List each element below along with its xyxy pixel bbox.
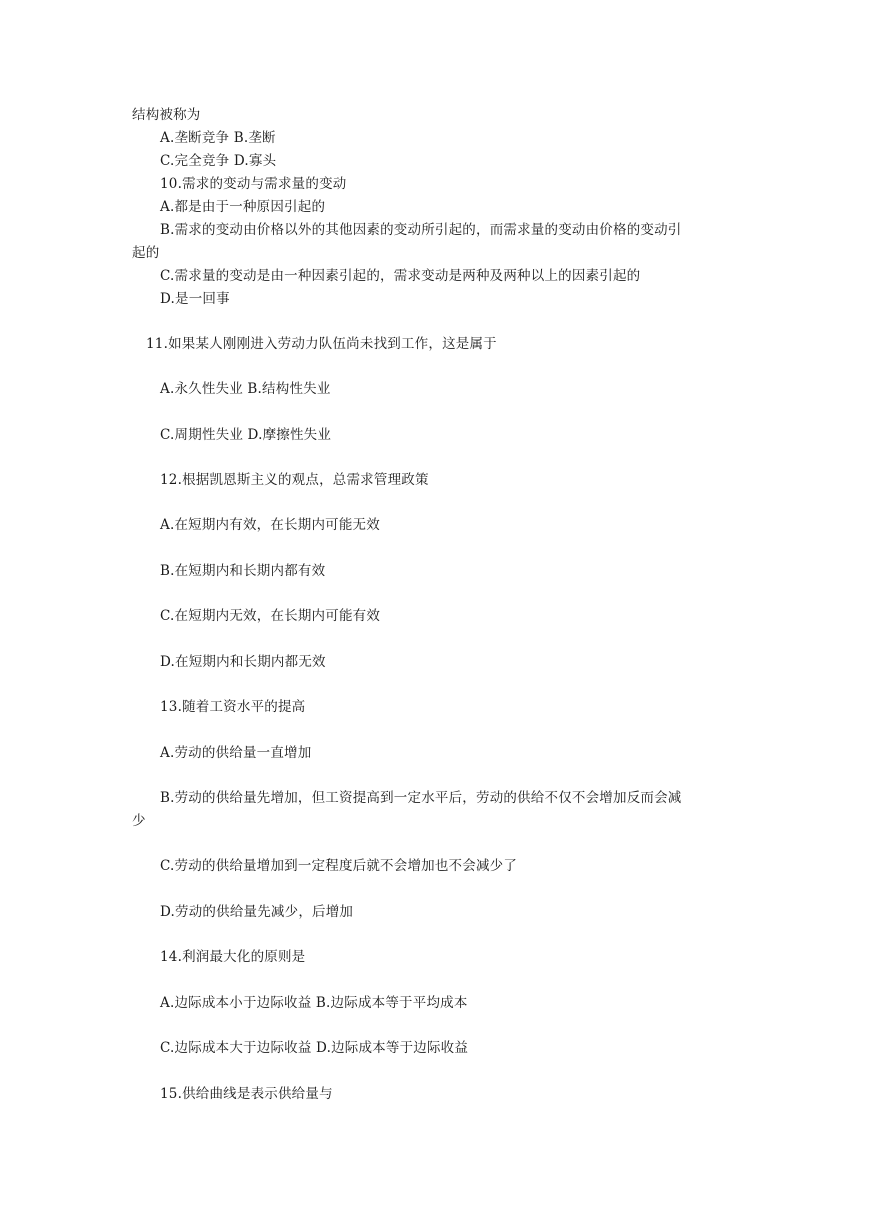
option-line-continued: 少 bbox=[132, 813, 146, 829]
option-line: C.需求量的变动是由一种因素引起的，需求变动是两种及两种以上的因素引起的 bbox=[160, 268, 641, 284]
option-line: B.在短期内和长期内都有效 bbox=[160, 563, 326, 579]
option-line: C.周期性失业 D.摩擦性失业 bbox=[160, 427, 332, 443]
option-line: A.永久性失业 B.结构性失业 bbox=[160, 381, 331, 397]
option-line: D.是一回事 bbox=[160, 291, 230, 307]
question-line: 13.随着工资水平的提高 bbox=[160, 699, 306, 715]
option-line: C.劳动的供给量增加到一定程度后就不会增加也不会减少了 bbox=[160, 858, 518, 874]
option-line: B.需求的变动由价格以外的其他因素的变动所引起的，而需求量的变动由价格的变动引 bbox=[160, 222, 682, 238]
option-line: D.劳动的供给量先减少，后增加 bbox=[160, 904, 354, 920]
option-line: A.在短期内有效，在长期内可能无效 bbox=[160, 517, 380, 533]
option-line: B.劳动的供给量先增加，但工资提高到一定水平后，劳动的供给不仅不会增加反而会减 bbox=[160, 790, 682, 806]
option-line: D.在短期内和长期内都无效 bbox=[160, 654, 326, 670]
question-line: 15.供给曲线是表示供给量与 bbox=[160, 1086, 333, 1102]
option-line: C.边际成本大于边际收益 D.边际成本等于边际收益 bbox=[160, 1040, 469, 1056]
option-line: A.边际成本小于边际收益 B.边际成本等于平均成本 bbox=[160, 995, 468, 1011]
question-line: 10.需求的变动与需求量的变动 bbox=[160, 176, 347, 192]
option-line-continued: 起的 bbox=[132, 245, 160, 261]
question-line: 11.如果某人刚刚进入劳动力队伍尚未找到工作，这是属于 bbox=[146, 336, 497, 352]
option-line: A.劳动的供给量一直增加 bbox=[160, 745, 312, 761]
text-line: 结构被称为 bbox=[132, 107, 201, 123]
question-line: 14.利润最大化的原则是 bbox=[160, 949, 306, 965]
question-line: 12.根据凯恩斯主义的观点，总需求管理政策 bbox=[160, 472, 429, 488]
option-line: A.垄断竞争 B.垄断 bbox=[160, 130, 276, 146]
option-line: C.在短期内无效，在长期内可能有效 bbox=[160, 608, 381, 624]
option-line: C.完全竞争 D.寡头 bbox=[160, 153, 277, 169]
option-line: A.都是由于一种原因引起的 bbox=[160, 199, 326, 215]
